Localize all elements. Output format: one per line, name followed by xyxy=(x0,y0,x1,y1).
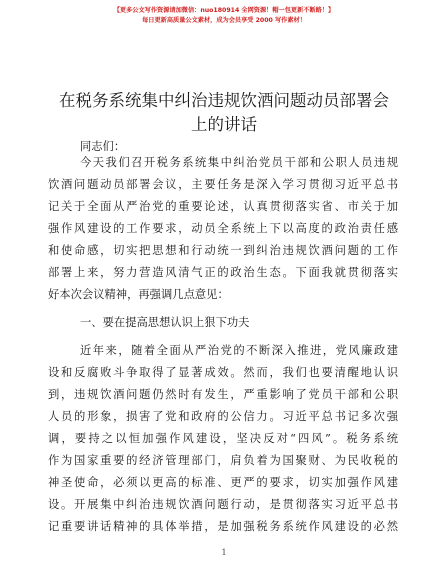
body-line: 和使命感，切实把思想和行动统一到纠治违规饮酒问题的工作 xyxy=(48,244,398,257)
body-line: 到，违规饮酒问题仍然时有发生，严重影响了党员干部和公职 xyxy=(48,388,398,401)
document-title xyxy=(50,89,398,137)
promo-banner-line-2: 每日更新高质量公文素材，成为会员享受 2000 写作素材！ xyxy=(142,17,306,24)
document-title-line-1: 在税务系统集中纠治违规饮酒问题动员部署会 xyxy=(59,91,389,110)
body-line: 饮酒问题动员部署会议，主要任务是深入学习贯彻习近平总书 xyxy=(48,178,398,191)
body-line: 好本次会议精神，再强调几点意见： xyxy=(48,288,229,301)
document-title-line-2: 上的讲话 xyxy=(191,115,257,134)
promo-banner xyxy=(0,6,448,26)
body-line: 神圣使命，必须以更高的标准、更严的要求，切实加强作风建 xyxy=(48,476,398,489)
body-line: 作为国家重要的经济管理部门，肩负着为国聚财、为民收税的 xyxy=(48,454,398,467)
body-line: 近年来，随着全面从严治党的不断深入推进，党风廉政建 xyxy=(80,344,398,357)
body-line: 记关于全面从严治党的重要论述，认真贯彻落实省、市关于加 xyxy=(48,200,398,213)
salutation: 同志们： xyxy=(80,140,126,153)
body-line: 设。开展集中纠治违规饮酒问题行动，是贯彻落实习近平总书 xyxy=(48,498,398,511)
section-heading: 一、要在提高思想认识上狠下功夫 xyxy=(80,316,250,329)
body-line: 强作风建设的工作要求，动员全系统上下以高度的政治责任感 xyxy=(48,222,398,235)
body-line: 部署上来，努力营造风清气正的政治生态。下面我就贯彻落实 xyxy=(48,266,398,279)
body-line: 人员的形象，损害了党和政府的公信力。习近平总书记多次强 xyxy=(48,410,398,423)
body-line: 调，要持之以恒加强作风建设，坚决反对“四风”。税务系统 xyxy=(48,432,398,445)
body-line: 今天我们召开税务系统集中纠治党员干部和公职人员违规 xyxy=(80,156,398,169)
promo-banner-line-1: 【更多公文写作资源请加微信：nuo180914 全网资源！帽一包更新不断路！】 xyxy=(113,7,335,14)
body-line: 设和反腐败斗争取得了显著成效。然而，我们也要清醒地认识 xyxy=(48,366,398,379)
page-number: 1 xyxy=(221,548,227,557)
body-line: 记重要讲话精神的具体举措，是加强税务系统作风建设的必然 xyxy=(48,520,398,533)
